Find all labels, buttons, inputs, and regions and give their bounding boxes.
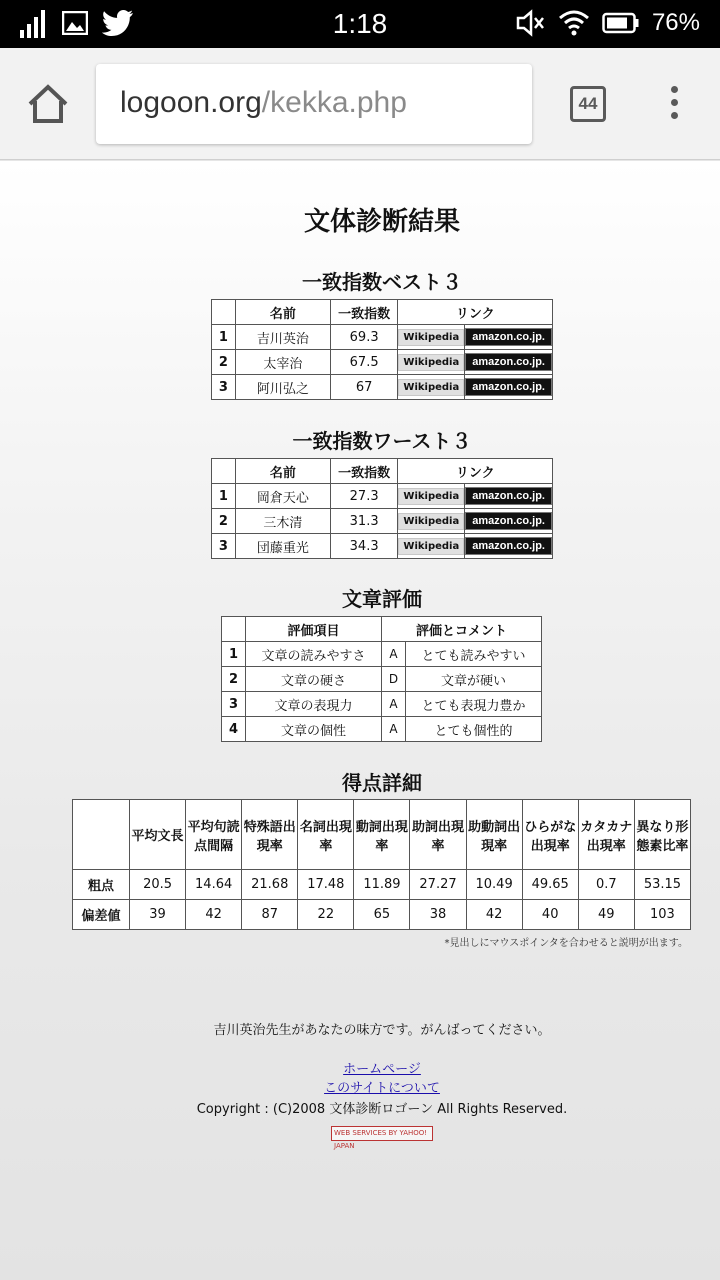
battery-percent: 76% xyxy=(651,9,700,36)
score-cell: 69.3 xyxy=(330,325,398,350)
rank-cell: 3 xyxy=(222,692,246,717)
value-cell: 49 xyxy=(578,900,634,930)
wikipedia-link[interactable]: Wikipedia xyxy=(398,379,464,396)
page-title: 文体診断結果 xyxy=(303,207,460,237)
url-host: logoon.org xyxy=(120,86,262,119)
worst-heading: 一致指数ワースト３ xyxy=(292,429,472,453)
col-corner xyxy=(73,800,130,870)
rank-cell: 2 xyxy=(212,509,236,534)
wikipedia-link[interactable]: Wikipedia xyxy=(398,513,464,530)
table-row xyxy=(212,325,553,350)
author-name: 吉川英治 xyxy=(235,325,330,350)
amazon-link[interactable]: amazon.co.jp. xyxy=(465,512,552,530)
value-cell: 21.68 xyxy=(242,870,298,900)
homepage-link[interactable]: ホームページ xyxy=(343,1062,421,1077)
amazon-link[interactable]: amazon.co.jp. xyxy=(465,537,552,555)
col-header[interactable]: 名詞出現率 xyxy=(298,800,354,870)
url-path: /kekka.php xyxy=(261,86,407,119)
detail-heading: 得点詳細 xyxy=(342,771,422,795)
amazon-link[interactable]: amazon.co.jp. xyxy=(465,487,552,505)
battery-icon xyxy=(602,12,640,34)
tooltip-note: *見出しにマウスポインタを合わせると説明が出ます。 xyxy=(444,938,688,949)
score-cell: 67 xyxy=(330,375,398,400)
comment-cell: とても表現力豊か xyxy=(406,692,542,717)
col-header[interactable]: 平均文長 xyxy=(130,800,186,870)
col-header[interactable]: 平均句読点間隔 xyxy=(186,800,242,870)
value-cell: 39 xyxy=(130,900,186,930)
score-cell: 31.3 xyxy=(330,509,398,534)
col-header[interactable]: 動詞出現率 xyxy=(354,800,410,870)
web-page xyxy=(0,161,720,1280)
table-row xyxy=(212,350,553,375)
wikipedia-link[interactable]: Wikipedia xyxy=(398,354,464,371)
value-cell: 20.5 xyxy=(130,870,186,900)
col-header[interactable]: 異なり形態素比率 xyxy=(634,800,690,870)
yahoo-badge-text: WEB SERVICES BY YAHOO! JAPAN xyxy=(334,1129,428,1150)
rank-cell: 1 xyxy=(212,325,236,350)
col-item: 評価項目 xyxy=(246,617,382,642)
comment-cell: 文章が硬い xyxy=(406,667,542,692)
eval-heading: 文章評価 xyxy=(342,587,422,611)
mute-icon xyxy=(516,9,546,37)
table-row xyxy=(212,534,553,559)
value-cell: 22 xyxy=(298,900,354,930)
amazon-link[interactable]: amazon.co.jp. xyxy=(465,353,552,371)
value-cell: 87 xyxy=(242,900,298,930)
grade-cell: A xyxy=(382,642,406,667)
value-cell: 53.15 xyxy=(634,870,690,900)
clock: 1:18 xyxy=(332,8,388,39)
col-rank xyxy=(212,300,236,325)
score-cell: 27.3 xyxy=(330,484,398,509)
eval-item: 文章の硬さ xyxy=(246,667,382,692)
table-row xyxy=(212,375,553,400)
col-score: 一致指数 xyxy=(330,459,398,484)
yahoo-web-services-badge[interactable] xyxy=(331,1126,433,1150)
eval-item: 文章の表現力 xyxy=(246,692,382,717)
rank-cell: 3 xyxy=(212,534,236,559)
col-comment: 評価とコメント xyxy=(382,617,542,642)
score-cell: 67.5 xyxy=(330,350,398,375)
table-row xyxy=(222,642,542,667)
rank-cell: 2 xyxy=(212,350,236,375)
col-name: 名前 xyxy=(235,459,330,484)
home-icon[interactable] xyxy=(26,82,70,126)
status-bar xyxy=(0,0,720,48)
grade-cell: D xyxy=(382,667,406,692)
table-row xyxy=(73,870,691,900)
overflow-menu-icon[interactable] xyxy=(664,86,684,126)
copyright-text: Copyright : (C)2008 文体診断ロゴーン All Rights Reserved. xyxy=(196,1102,568,1117)
score-cell: 34.3 xyxy=(330,534,398,559)
table-row xyxy=(73,900,691,930)
row-label: 粗点 xyxy=(73,870,130,900)
wikipedia-link[interactable]: Wikipedia xyxy=(398,538,464,555)
table-row xyxy=(222,667,542,692)
row-label: 偏差値 xyxy=(73,900,130,930)
author-name: 太宰治 xyxy=(235,350,330,375)
table-row xyxy=(222,717,542,742)
value-cell: 42 xyxy=(466,900,522,930)
wikipedia-link[interactable]: Wikipedia xyxy=(398,329,464,346)
value-cell: 0.7 xyxy=(578,870,634,900)
value-cell: 10.49 xyxy=(466,870,522,900)
value-cell: 11.89 xyxy=(354,870,410,900)
col-header[interactable]: 助詞出現率 xyxy=(410,800,466,870)
col-score: 一致指数 xyxy=(330,300,398,325)
value-cell: 49.65 xyxy=(522,870,578,900)
url-text[interactable] xyxy=(120,86,407,120)
table-row xyxy=(212,509,553,534)
amazon-link[interactable]: amazon.co.jp. xyxy=(465,328,552,346)
rank-cell: 1 xyxy=(222,642,246,667)
amazon-link[interactable]: amazon.co.jp. xyxy=(465,378,552,396)
grade-cell: A xyxy=(382,692,406,717)
value-cell: 65 xyxy=(354,900,410,930)
eval-item: 文章の個性 xyxy=(246,717,382,742)
detail-table xyxy=(72,799,691,930)
eval-table xyxy=(221,616,542,742)
wikipedia-link[interactable]: Wikipedia xyxy=(398,488,464,505)
col-header[interactable]: ひらがな出現率 xyxy=(522,800,578,870)
rank-cell: 4 xyxy=(222,717,246,742)
value-cell: 38 xyxy=(410,900,466,930)
col-rank xyxy=(212,459,236,484)
value-cell: 42 xyxy=(186,900,242,930)
col-rank xyxy=(222,617,246,642)
author-name: 阿川弘之 xyxy=(235,375,330,400)
value-cell: 103 xyxy=(634,900,690,930)
author-name: 団藤重光 xyxy=(235,534,330,559)
best-heading: 一致指数ベスト３ xyxy=(302,270,462,294)
address-bar[interactable] xyxy=(96,64,532,144)
eval-item: 文章の読みやすさ xyxy=(246,642,382,667)
table-row xyxy=(212,484,553,509)
col-header[interactable]: 特殊語出現率 xyxy=(242,800,298,870)
col-header[interactable]: 助動詞出現率 xyxy=(466,800,522,870)
value-cell: 27.27 xyxy=(410,870,466,900)
about-site-link[interactable]: このサイトについて xyxy=(324,1081,440,1096)
grade-cell: A xyxy=(382,717,406,742)
comment-cell: とても読みやすい xyxy=(406,642,542,667)
col-link: リンク xyxy=(398,300,553,325)
value-cell: 17.48 xyxy=(298,870,354,900)
rank-cell: 1 xyxy=(212,484,236,509)
worst-table xyxy=(211,458,553,559)
rank-cell: 2 xyxy=(222,667,246,692)
author-name: 三木清 xyxy=(235,509,330,534)
col-header[interactable]: カタカナ出現率 xyxy=(578,800,634,870)
table-row xyxy=(222,692,542,717)
value-cell: 14.64 xyxy=(186,870,242,900)
col-name: 名前 xyxy=(235,300,330,325)
encouragement-message: 吉川英治先生があなたの味方です。がんばってください。 xyxy=(213,1023,551,1038)
comment-cell: とても個性的 xyxy=(406,717,542,742)
rank-cell: 3 xyxy=(212,375,236,400)
wifi-icon xyxy=(558,10,590,36)
author-name: 岡倉天心 xyxy=(235,484,330,509)
best-table xyxy=(211,299,553,400)
tab-switcher-button[interactable]: 44 xyxy=(570,86,606,122)
col-link: リンク xyxy=(398,459,553,484)
value-cell: 40 xyxy=(522,900,578,930)
browser-toolbar xyxy=(0,48,720,160)
